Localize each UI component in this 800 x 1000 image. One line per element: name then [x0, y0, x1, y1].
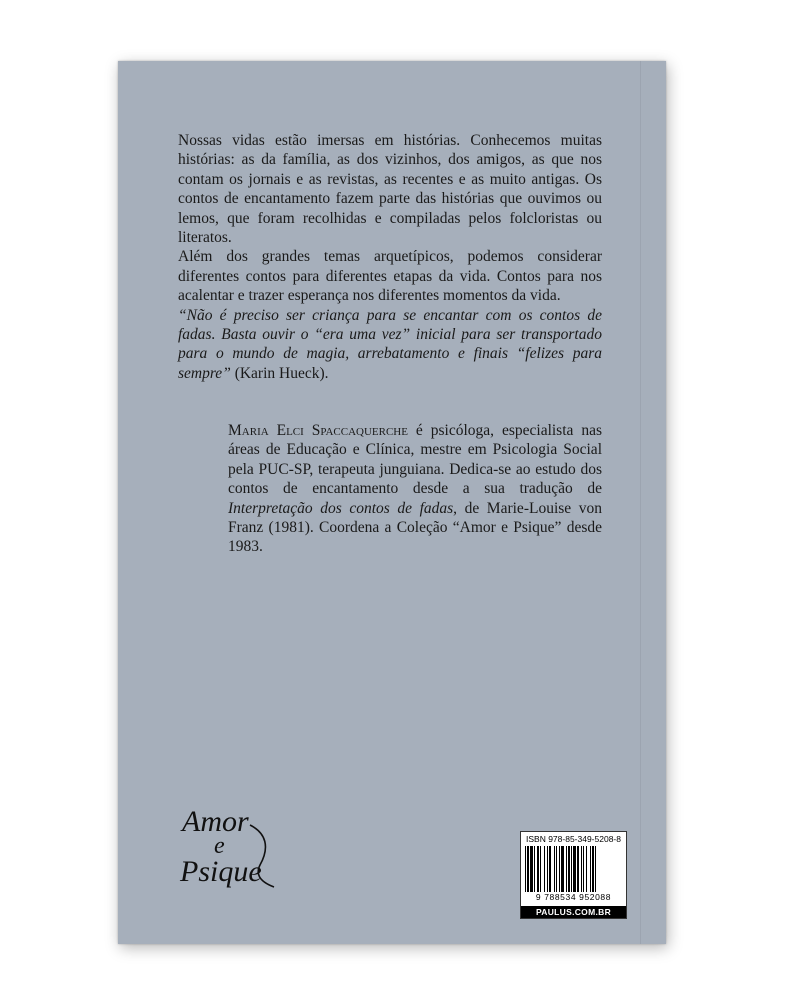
barcode-bar [568, 846, 570, 892]
barcode-bar [537, 846, 539, 892]
back-cover-blurb [178, 131, 602, 383]
blurb-quote-paragraph [178, 306, 602, 384]
barcode-bar [590, 846, 591, 892]
barcode-bar [566, 846, 567, 892]
barcode-bar [559, 846, 560, 892]
barcode-bar [571, 846, 572, 892]
barcode-bars [525, 846, 622, 892]
barcode-bar [556, 846, 557, 892]
barcode-bar [581, 846, 582, 892]
barcode-bar [577, 846, 579, 892]
logo-word-amor: Amor [182, 805, 249, 838]
barcode-bar [544, 846, 545, 892]
barcode-bar [534, 846, 535, 892]
barcode-bar [554, 846, 555, 892]
spine-fold-line [640, 61, 641, 944]
barcode-bar [595, 846, 596, 892]
author-name: Maria Elci Spaccaquerche [228, 422, 408, 439]
isbn-text: ISBN 978-85-349-5208-8 [526, 834, 621, 844]
author-bio-text-2: , de Marie-Louise von Franz (1981). Coordena a Coleção “Amor e Psique” desde 1983. [228, 499, 602, 556]
logo-word-e: e [214, 833, 225, 859]
barcode-bar [549, 846, 551, 892]
barcode-bar [547, 846, 548, 892]
barcode-number: 9 788534 952088 [535, 892, 612, 902]
barcode-bar [583, 846, 584, 892]
blurb-quote-author: (Karin Hueck). [230, 364, 329, 382]
author-bio-book-title: Interpretação dos contos de fadas [228, 499, 454, 517]
blurb-paragraph-2: Além dos grandes temas arquetípicos, podemos considerar diferentes contos para diferentes etapas da vida. Contos para nos acalentar e trazer esperança nos diferentes momentos da vida. [178, 248, 602, 305]
barcode-bar [561, 846, 564, 892]
book-back-cover [118, 61, 666, 944]
author-bio [228, 421, 602, 557]
author-bio-paragraph [228, 421, 602, 557]
logo-word-psique: Psique [180, 855, 262, 888]
barcode-label [520, 831, 627, 919]
barcode-bar [527, 846, 529, 892]
amor-e-psique-logo [178, 799, 288, 895]
publisher-url: PAULUS.COM.BR [521, 906, 626, 918]
barcode-bar [540, 846, 541, 892]
barcode-bar [525, 846, 526, 892]
blurb-quote: “Não é preciso ser criança para se encantar com os contos de fadas. Basta ouvir o “era uma vez” inicial para ser transportado para o mundo de magia, arrebatamento e finais “felizes para sempre” [178, 306, 602, 382]
barcode-bar [592, 846, 594, 892]
barcode-bar [573, 846, 576, 892]
barcode-bar [530, 846, 533, 892]
barcode-bar [586, 846, 587, 892]
blurb-paragraph-1: Nossas vidas estão imersas em histórias. Conhecemos muitas histórias: as da família, as dos vizinhos, dos amigos, as que nos contam os jornais e as revistas, as recentes e as muito antigas. Os contos de encantamento fazem parte das histórias que ouvimos ou lemos, que foram recolhidas e compiladas pelos folcloristas ou literatos. [178, 132, 602, 247]
author-bio-text-1: é psicóloga, especialista nas áreas de Educação e Clínica, mestre em Psicologia Social pela PUC-SP, terapeuta junguiana. Dedica-se ao estudo dos contos de encantamento desde a sua tradução de [228, 422, 603, 498]
